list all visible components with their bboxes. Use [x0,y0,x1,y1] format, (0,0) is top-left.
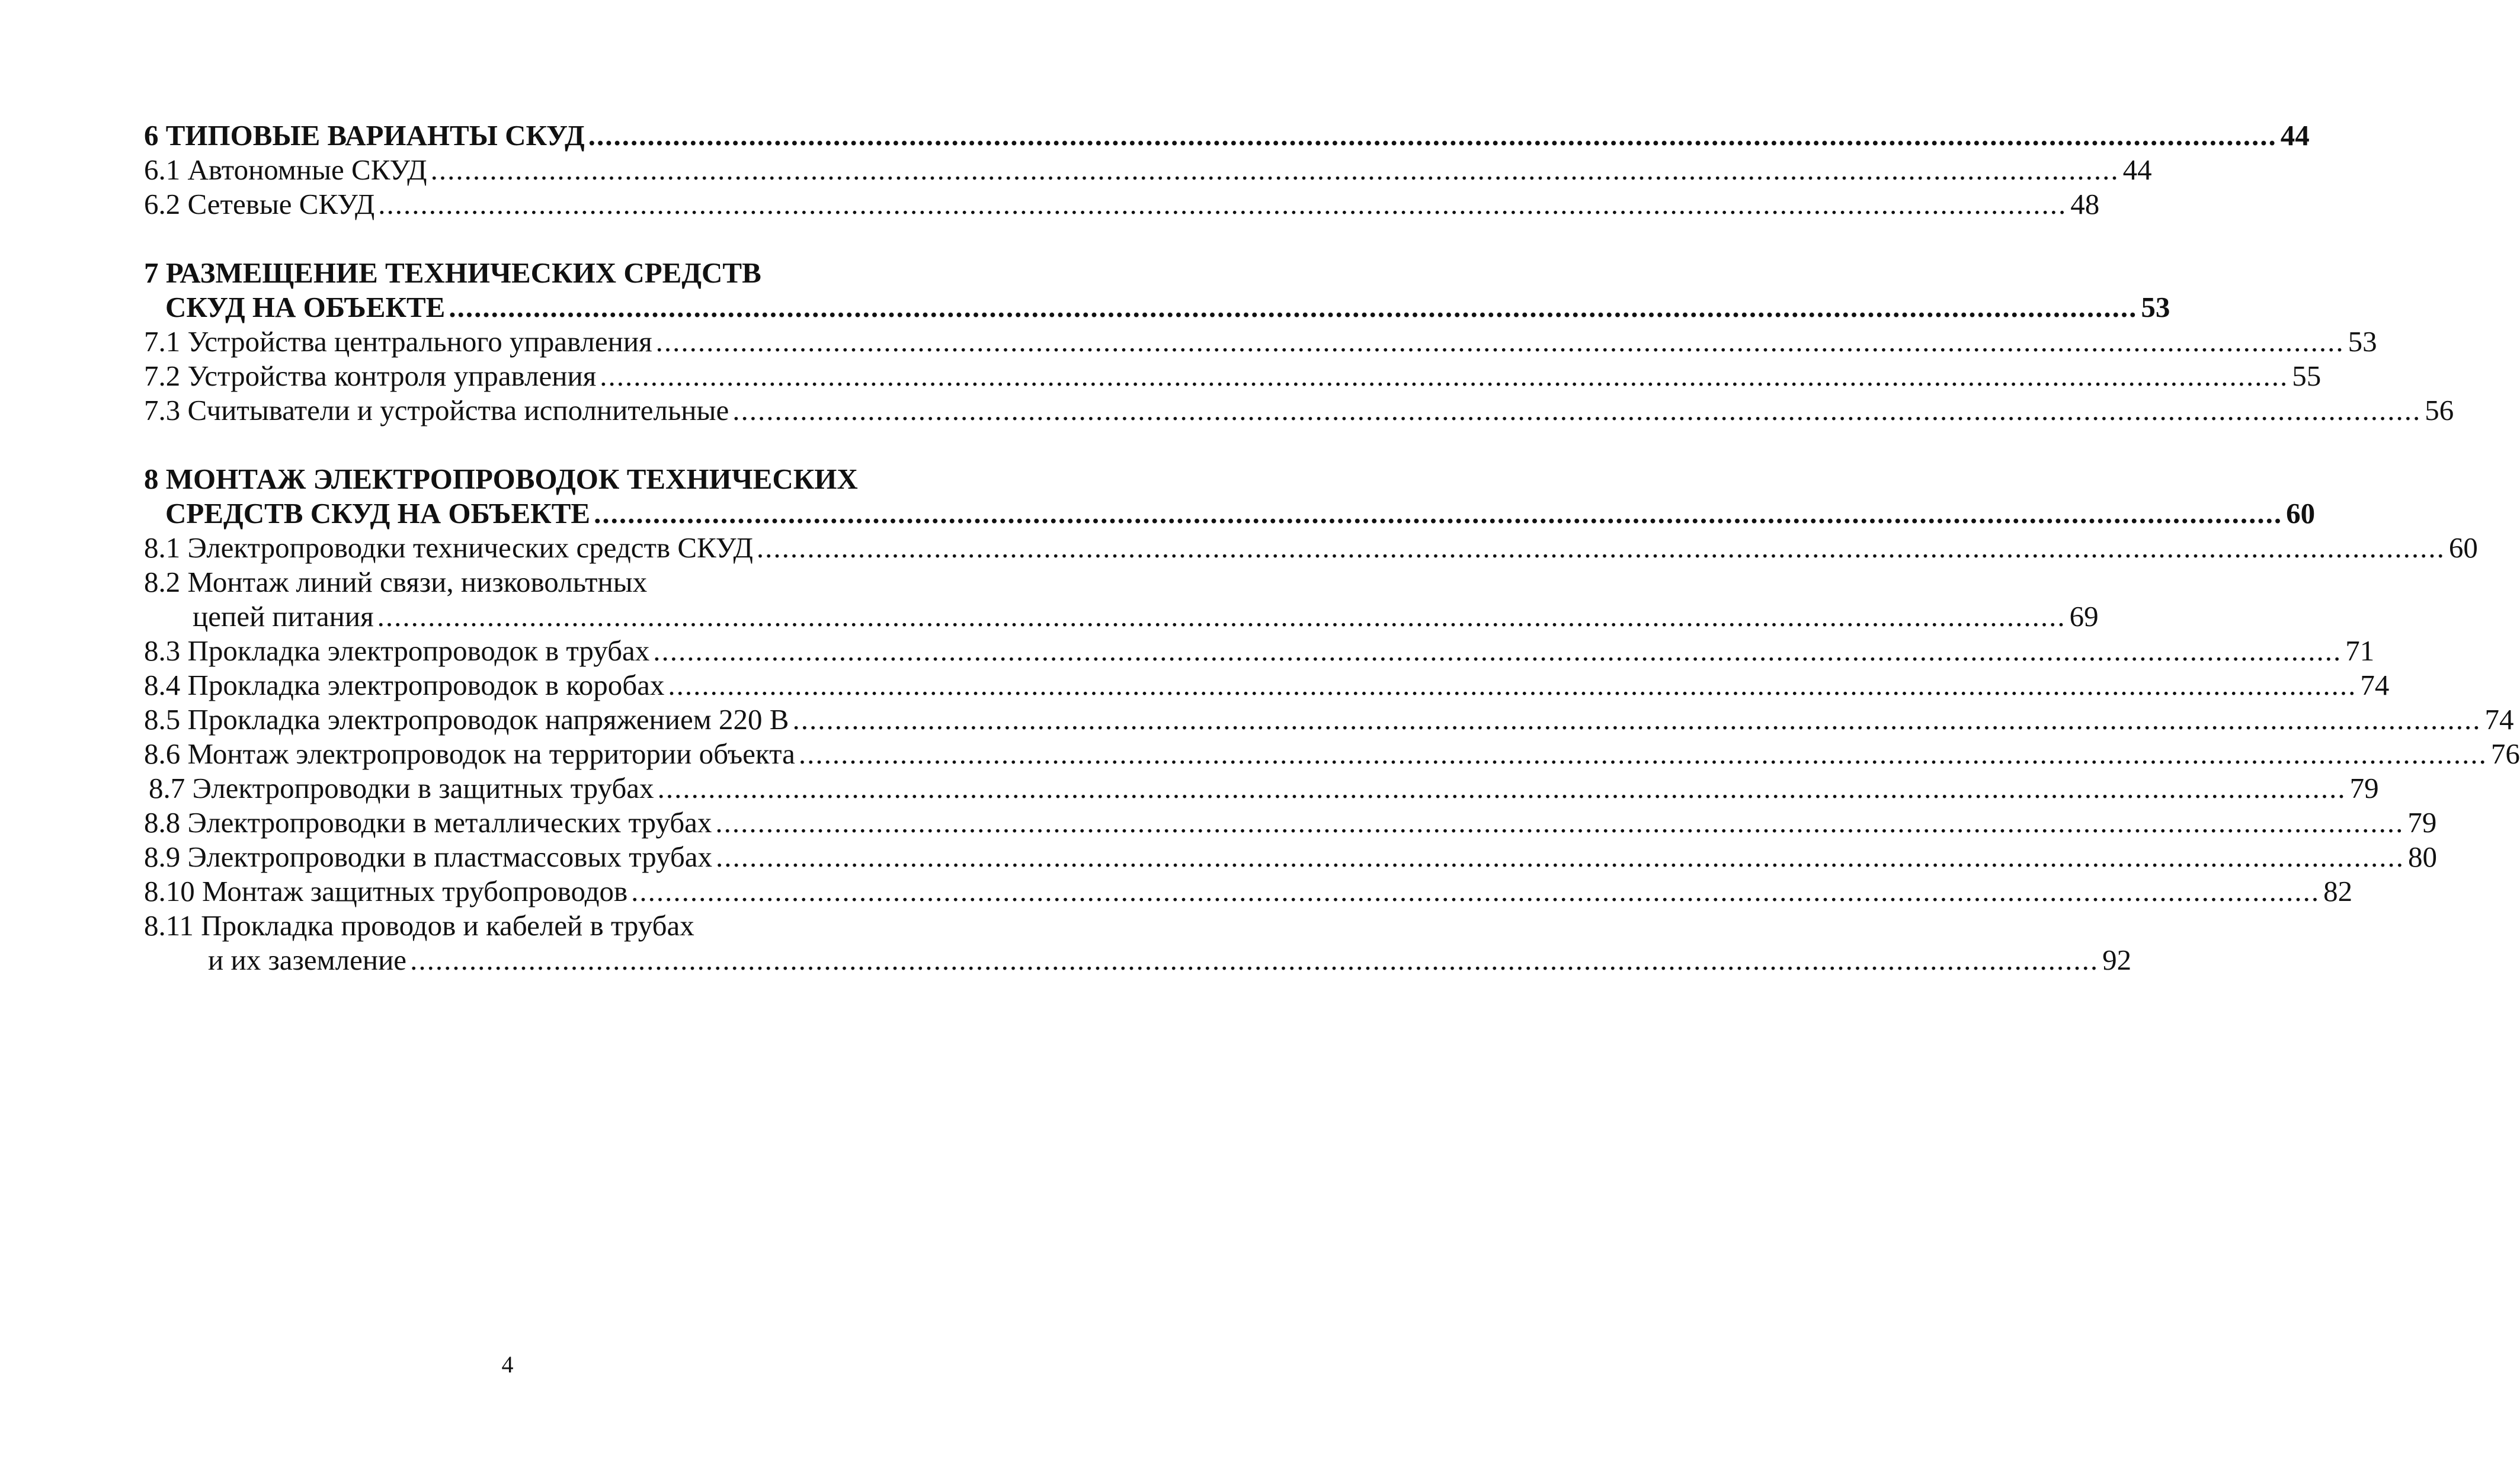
dot-leader: ........................................................................................................................................................................................................ [631,875,2320,907]
toc-page-number: 53 [2348,325,2377,358]
toc-heading-title: 6 ТИПОВЫЕ ВАРИАНТЫ СКУД [144,119,585,152]
dot-leader: ........................................................................................................................................................................................................ [410,944,2099,976]
dot-leader: ........................................................................................................................................................................................................ [732,394,2422,426]
toc-heading-8-line1: 8 МОНТАЖ ЭЛЕКТРОПРОВОДОК ТЕХНИЧЕСКИХ [144,463,858,495]
toc-heading-7 [144,290,2170,325]
toc-entry-8-6 [144,737,2520,771]
toc-section-8 [144,462,2520,977]
dot-leader: ........................................................................................................................................................................................................ [798,737,2487,770]
toc-entry-8-11-line1 [144,909,882,943]
toc-page-number: 79 [2349,772,2379,804]
toc-entry-8-5 [144,703,2514,737]
toc-section-6 [144,118,2310,222]
toc-page-number: 44 [2122,153,2152,186]
toc-page-number: 74 [2484,703,2514,736]
dot-leader: ........................................................................................................................................................................................................ [756,531,2445,564]
toc-entry-6-2 [144,187,2100,222]
toc-entry-title: 8.6 Монтаж электропроводок на территории объекта [144,737,795,770]
toc-entry-title: 8.8 Электропроводки в металлических трубах [144,806,712,839]
toc-page-number: 44 [2280,119,2310,152]
toc-page-number: 55 [2292,360,2322,392]
toc-entry-title: 7.1 Устройства центрального управления [144,325,652,358]
toc-page-number: 80 [2408,841,2437,873]
toc-entry-7-2 [144,359,2322,393]
toc-heading-title: СРЕДСТВ СКУД НА ОБЪЕКТЕ [165,497,591,530]
dot-leader: ........................................................................................................................................................................................................ [449,291,2138,323]
dot-leader: ........................................................................................................................................................................................................ [653,634,2342,667]
toc-section-7 [144,256,2454,428]
toc-entry-title: 8.1 Электропроводки технических средств СКУД [144,531,753,564]
toc-entry-title: 6.2 Сетевые СКУД [144,188,375,220]
dot-leader: ........................................................................................................................................................................................................ [655,325,2345,358]
toc-entry-8-8 [144,806,2437,840]
toc-entry-8-1 [144,531,2478,565]
toc-page-number: 76 [2490,737,2520,770]
toc-entry-title: 7.3 Считыватели и устройства исполнительные [144,394,729,426]
toc-heading-7-line1: 7 РАЗМЕЩЕНИЕ ТЕХНИЧЕСКИХ СРЕДСТВ [144,256,761,289]
toc-page-number: 82 [2323,875,2353,907]
dot-leader: ........................................................................................................................................................................................................ [668,669,2357,701]
toc-page-number: 74 [2360,669,2390,701]
toc-page-number: 48 [2070,188,2100,220]
dot-leader: ........................................................................................................................................................................................................ [792,703,2481,736]
toc-page-number: 92 [2102,944,2132,976]
toc-page-number: 53 [2141,291,2170,323]
toc-entry-7-1 [144,325,2377,359]
toc-heading-8 [144,496,2316,531]
page-footer-number: 4 [501,1351,514,1378]
dot-leader: ........................................................................................................................................................................................................ [378,188,2067,220]
toc-entry-8-9 [144,840,2437,874]
toc-heading-title: СКУД НА ОБЪЕКТЕ [165,291,446,323]
toc-entry-title: 7.2 Устройства контроля управления [144,360,597,392]
toc-entry-8-3 [144,634,2375,668]
toc-entry-title: и их заземление [208,944,407,976]
toc-entry-title: цепей питания [193,600,374,633]
toc-entry-title: 8.2 Монтаж линий связи, низковольтных [144,566,648,598]
table-of-contents [144,118,2520,1012]
toc-entry-title: 8.10 Монтаж защитных трубопроводов [144,875,628,907]
toc-page-number: 56 [2425,394,2454,426]
toc-entry-8-7 [144,771,2379,806]
toc-entry-6-1 [144,153,2152,187]
toc-page-number: 79 [2407,806,2437,839]
toc-entry-7-3 [144,393,2454,428]
toc-page-number: 60 [2448,531,2478,564]
dot-leader: ........................................................................................................................................................................................................ [588,119,2277,152]
toc-entry-title: 8.5 Прокладка электропроводок напряжением 220 В [144,703,789,736]
toc-entry-8-4 [144,668,2390,703]
toc-entry-8-2-line1 [144,565,882,599]
toc-page-number: 71 [2345,634,2375,667]
toc-page-number: 60 [2286,497,2316,530]
toc-entry-8-11 [144,943,2132,977]
dot-leader: ........................................................................................................................................................................................................ [715,806,2404,839]
toc-entry-title: 8.3 Прокладка электропроводок в трубах [144,634,650,667]
toc-entry-title: 8.9 Электропроводки в пластмассовых трубах [144,841,712,873]
dot-leader: ........................................................................................................................................................................................................ [377,600,2066,633]
toc-heading-6 [144,118,2310,153]
toc-entry-title: 8.11 Прокладка проводов и кабелей в трубах [144,909,694,942]
dot-leader: ........................................................................................................................................................................................................ [430,153,2119,186]
dot-leader: ........................................................................................................................................................................................................ [716,841,2404,873]
toc-entry-title: 8.4 Прокладка электропроводок в коробах [144,669,665,701]
toc-entry-title: 6.1 Автономные СКУД [144,153,427,186]
dot-leader: ........................................................................................................................................................................................................ [657,772,2346,804]
dot-leader: ........................................................................................................................................................................................................ [594,497,2283,530]
toc-entry-8-10 [144,874,2353,909]
dot-leader: ........................................................................................................................................................................................................ [600,360,2289,392]
toc-entry-8-2 [144,599,2099,634]
toc-entry-title: 8.7 Электропроводки в защитных трубах [149,772,654,804]
toc-page-number: 69 [2069,600,2099,633]
